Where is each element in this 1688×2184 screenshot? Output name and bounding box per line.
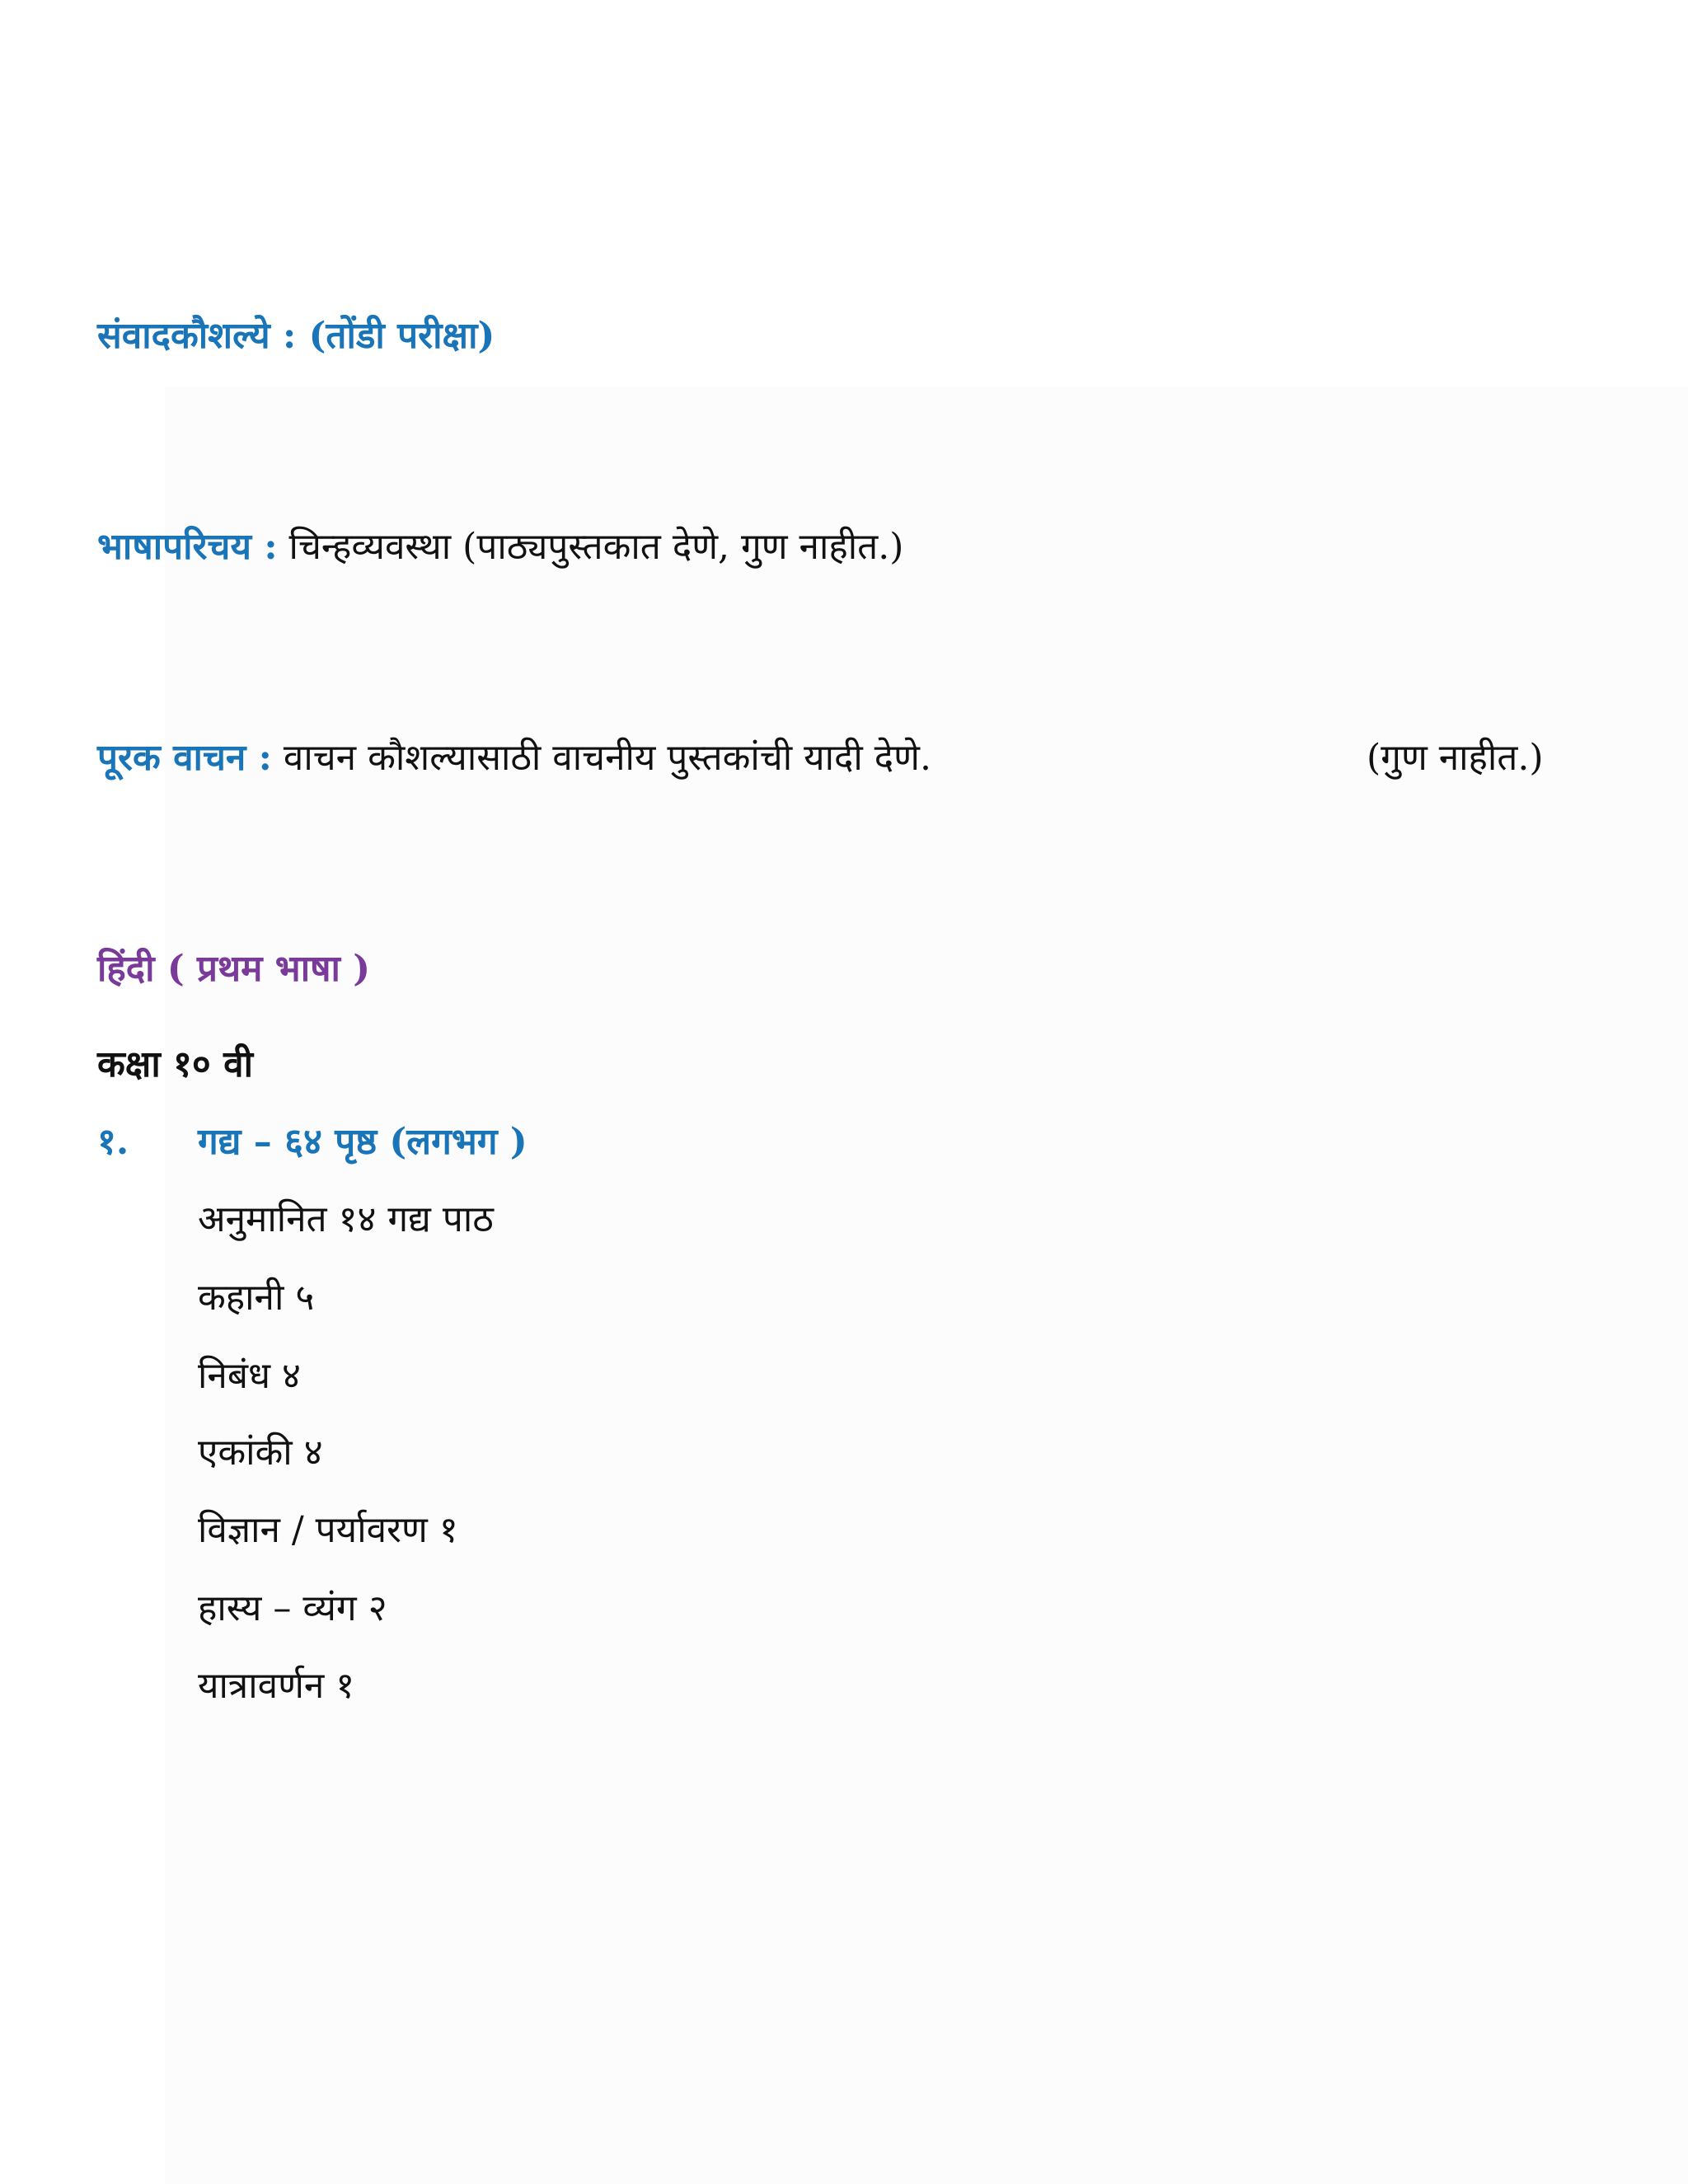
- list-item: हास्य – व्यंग २: [198, 1587, 387, 1629]
- class-label: कक्षा १० वी: [97, 1043, 253, 1085]
- item-number: १.: [97, 1121, 129, 1163]
- list-item: निबंध ४: [198, 1355, 301, 1397]
- item-title: गद्य – ६४ पृष्ठ (लगभग ): [198, 1121, 528, 1163]
- list-item: यात्रावर्णन १: [198, 1665, 355, 1707]
- bhasha-text: चिन्हव्यवस्था (पाठ्यपुस्तकात देणे, गुण नाहीत.): [277, 526, 904, 568]
- list-item: अनुमानित १४ गद्य पाठ: [198, 1198, 494, 1240]
- sanvad-heading: संवादकौशल्ये : (तोंडी परीक्षा): [97, 315, 495, 357]
- bhasha-line: [97, 523, 903, 572]
- hindi-title: हिंदी ( प्रथम भाषा ): [97, 948, 371, 990]
- list-item: कहानी ५: [198, 1277, 315, 1319]
- purak-text: वाचन कौशल्यासाठी वाचनीय पुस्तकांची यादी देणे.: [271, 737, 931, 779]
- page-background: [165, 387, 1688, 2184]
- purak-line: [97, 733, 931, 783]
- bhasha-label: भाषापरिचय :: [97, 526, 278, 568]
- list-item: विज्ञान / पर्यावरण १: [198, 1509, 458, 1551]
- list-item: एकांकी ४: [198, 1432, 323, 1474]
- purak-note: (गुण नाहीत.): [1367, 737, 1544, 779]
- purak-label: पूरक वाचन :: [97, 737, 272, 779]
